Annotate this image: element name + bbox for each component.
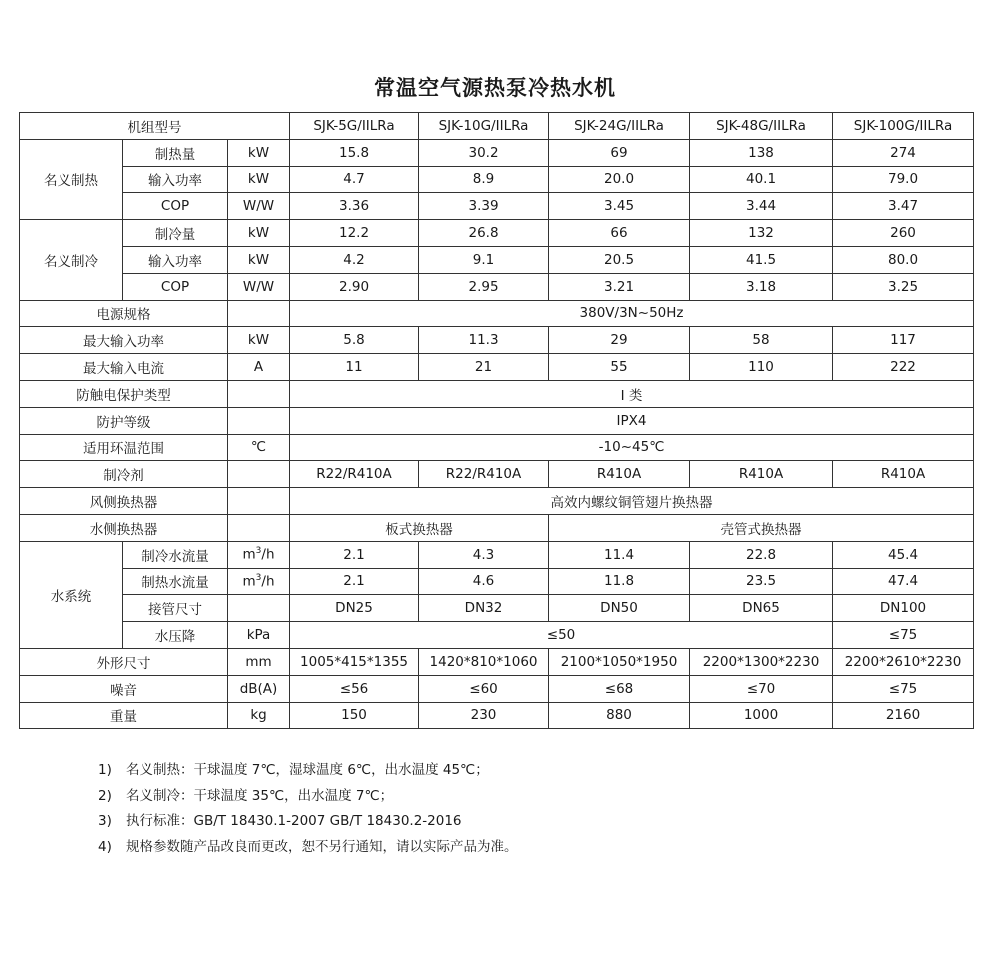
- model-header-label: 机组型号: [20, 113, 290, 140]
- note-number: 4): [98, 838, 112, 855]
- row-label: 风侧换热器: [20, 488, 228, 515]
- cell-value: 41.5: [690, 246, 833, 273]
- row-unit: kg: [228, 702, 290, 729]
- row-label: 接管尺寸: [123, 595, 228, 622]
- cell-value: 222: [833, 354, 974, 381]
- table-row: [20, 541, 974, 568]
- row-label: 制冷水流量: [123, 541, 228, 568]
- cell-value: 4.7: [290, 166, 419, 193]
- cell-value: 23.5: [690, 568, 833, 595]
- note-text: 名义制冷：干球温度 35℃，出水温度 7℃；: [126, 787, 394, 804]
- cell-value: I 类: [290, 380, 974, 407]
- row-label: 电源规格: [20, 300, 228, 327]
- row-unit: [228, 300, 290, 327]
- note-item: [98, 809, 518, 835]
- table-row: [20, 702, 974, 729]
- cell-value: 26.8: [419, 220, 549, 247]
- page-title: 常温空气源热泵冷热水机: [374, 76, 616, 100]
- table-row: [20, 407, 974, 434]
- model-name: SJK-100G/IILRa: [833, 113, 974, 140]
- row-unit: kPa: [228, 622, 290, 649]
- row-unit: [228, 568, 290, 595]
- table-row: [20, 595, 974, 622]
- cell-value: 30.2: [419, 139, 549, 166]
- row-label: 防触电保护类型: [20, 380, 228, 407]
- model-name: SJK-5G/IILRa: [290, 113, 419, 140]
- cell-value: 274: [833, 139, 974, 166]
- table-row: [20, 354, 974, 381]
- note-number: 3): [98, 813, 112, 829]
- table-row: [20, 193, 974, 220]
- cell-value: 47.4: [833, 568, 974, 595]
- cell-value: 22.8: [690, 541, 833, 568]
- cell-value: R410A: [833, 461, 974, 488]
- cell-value: R410A: [690, 461, 833, 488]
- cell-value: ≤68: [549, 675, 690, 702]
- cell-value: 11.3: [419, 327, 549, 354]
- unit-superscript: 3: [255, 573, 262, 584]
- row-label: 输入功率: [123, 246, 228, 273]
- cell-value: R22/R410A: [419, 461, 549, 488]
- unit-base: m: [242, 546, 256, 563]
- row-unit: [228, 461, 290, 488]
- cell-value: 380V/3N~50Hz: [290, 300, 974, 327]
- cell-value: 4.2: [290, 246, 419, 273]
- cell-value: DN25: [290, 595, 419, 622]
- cell-value: 1005*415*1355: [290, 648, 419, 675]
- cell-value: -10~45℃: [290, 434, 974, 461]
- cell-value: 3.25: [833, 273, 974, 300]
- table-row: [20, 675, 974, 702]
- cell-value: 3.36: [290, 193, 419, 220]
- table-row: [20, 622, 974, 649]
- cell-value: 132: [690, 220, 833, 247]
- cell-value: 260: [833, 220, 974, 247]
- row-unit: [228, 488, 290, 515]
- unit-tail: /h: [261, 546, 275, 563]
- cell-value: 8.9: [419, 166, 549, 193]
- cell-value: 20.5: [549, 246, 690, 273]
- row-label: 噪音: [20, 675, 228, 702]
- cell-value: 1000: [690, 702, 833, 729]
- cell-value: 11.4: [549, 541, 690, 568]
- cell-value: 2100*1050*1950: [549, 648, 690, 675]
- table-row: [20, 220, 974, 247]
- note-item: [98, 784, 518, 810]
- cell-value: DN50: [549, 595, 690, 622]
- row-label: 制冷量: [123, 220, 228, 247]
- row-unit: kW: [228, 327, 290, 354]
- cell-value: 2160: [833, 702, 974, 729]
- table-row: [20, 568, 974, 595]
- row-unit: kW: [228, 139, 290, 166]
- note-item: [98, 835, 518, 861]
- cell-value: 15.8: [290, 139, 419, 166]
- cell-value: 壳管式换热器: [549, 514, 974, 541]
- cell-value: 5.8: [290, 327, 419, 354]
- cell-value: DN32: [419, 595, 549, 622]
- cooling-group-label: 名义制冷: [20, 220, 123, 300]
- model-name: SJK-48G/IILRa: [690, 113, 833, 140]
- cell-value: 4.3: [419, 541, 549, 568]
- cell-value: 20.0: [549, 166, 690, 193]
- table-row: [20, 166, 974, 193]
- cell-value: 11.8: [549, 568, 690, 595]
- cell-value: 117: [833, 327, 974, 354]
- spec-table: [19, 112, 974, 729]
- row-unit: A: [228, 354, 290, 381]
- cell-value: 9.1: [419, 246, 549, 273]
- row-label: 水压降: [123, 622, 228, 649]
- row-label: 水侧换热器: [20, 514, 228, 541]
- water-system-group-label: 水系统: [20, 541, 123, 648]
- cell-value: 11: [290, 354, 419, 381]
- cell-value: 45.4: [833, 541, 974, 568]
- cell-value: 3.47: [833, 193, 974, 220]
- unit-superscript: 3: [255, 546, 262, 557]
- cell-value: 3.21: [549, 273, 690, 300]
- row-label: 制热量: [123, 139, 228, 166]
- cell-value: 21: [419, 354, 549, 381]
- cell-value: IPX4: [290, 407, 974, 434]
- cell-value: 3.39: [419, 193, 549, 220]
- cell-value: 150: [290, 702, 419, 729]
- cell-value: 板式换热器: [290, 514, 549, 541]
- cell-value: 69: [549, 139, 690, 166]
- note-text: 名义制热：干球温度 7℃，湿球温度 6℃，出水温度 45℃；: [126, 762, 489, 778]
- row-unit: [228, 595, 290, 622]
- row-label: 制热水流量: [123, 568, 228, 595]
- cell-value: 55: [549, 354, 690, 381]
- note-number: 1): [98, 762, 112, 778]
- row-unit: [228, 380, 290, 407]
- cell-value: 138: [690, 139, 833, 166]
- cell-value: ≤70: [690, 675, 833, 702]
- row-label: 防护等级: [20, 407, 228, 434]
- note-item: [98, 758, 518, 784]
- row-unit: W/W: [228, 193, 290, 220]
- table-row: [20, 514, 974, 541]
- table-row: [20, 327, 974, 354]
- row-label: 最大输入电流: [20, 354, 228, 381]
- cell-value: R410A: [549, 461, 690, 488]
- cell-value: 12.2: [290, 220, 419, 247]
- row-unit: W/W: [228, 273, 290, 300]
- cell-value: 66: [549, 220, 690, 247]
- row-unit: [228, 541, 290, 568]
- cell-value: 880: [549, 702, 690, 729]
- row-unit: kW: [228, 220, 290, 247]
- heating-group-label: 名义制热: [20, 139, 123, 219]
- row-label: COP: [123, 193, 228, 220]
- model-name: SJK-10G/IILRa: [419, 113, 549, 140]
- cell-value: 2.90: [290, 273, 419, 300]
- note-text: 规格参数随产品改良而更改，恕不另行通知，请以实际产品为准。: [126, 838, 518, 855]
- row-label: COP: [123, 273, 228, 300]
- row-unit: ℃: [228, 434, 290, 461]
- cell-value: 高效内螺纹铜管翅片换热器: [290, 488, 974, 515]
- row-unit: dB(A): [228, 675, 290, 702]
- table-row: [20, 139, 974, 166]
- cell-value: 40.1: [690, 166, 833, 193]
- table-row: [20, 273, 974, 300]
- cell-value: 230: [419, 702, 549, 729]
- cell-value: 1420*810*1060: [419, 648, 549, 675]
- cell-value: ≤75: [833, 622, 974, 649]
- cell-value: 2200*1300*2230: [690, 648, 833, 675]
- cell-value: 2.1: [290, 568, 419, 595]
- table-row: [20, 434, 974, 461]
- cell-value: ≤60: [419, 675, 549, 702]
- cell-value: 3.18: [690, 273, 833, 300]
- row-label: 制冷剂: [20, 461, 228, 488]
- row-label: 最大输入功率: [20, 327, 228, 354]
- cell-value: 2200*2610*2230: [833, 648, 974, 675]
- table-row: [20, 461, 974, 488]
- notes-list: [98, 758, 518, 860]
- table-row: [20, 300, 974, 327]
- cell-value: ≤75: [833, 675, 974, 702]
- cell-value: 4.6: [419, 568, 549, 595]
- row-unit: [228, 407, 290, 434]
- cell-value: 3.45: [549, 193, 690, 220]
- cell-value: 79.0: [833, 166, 974, 193]
- note-number: 2): [98, 787, 112, 804]
- note-text: 执行标准：GB/T 18430.1-2007 GB/T 18430.2-2016: [126, 813, 462, 829]
- table-row: [20, 246, 974, 273]
- cell-value: 3.44: [690, 193, 833, 220]
- table-row: [20, 488, 974, 515]
- unit-base: m: [242, 573, 256, 590]
- cell-value: 110: [690, 354, 833, 381]
- cell-value: R22/R410A: [290, 461, 419, 488]
- table-row: [20, 648, 974, 675]
- cell-value: 29: [549, 327, 690, 354]
- cell-value: 2.95: [419, 273, 549, 300]
- row-unit: kW: [228, 166, 290, 193]
- cell-value: 80.0: [833, 246, 974, 273]
- table-row: [20, 113, 974, 140]
- table-row: [20, 380, 974, 407]
- row-label: 重量: [20, 702, 228, 729]
- row-unit: mm: [228, 648, 290, 675]
- model-name: SJK-24G/IILRa: [549, 113, 690, 140]
- cell-value: ≤56: [290, 675, 419, 702]
- row-unit: [228, 514, 290, 541]
- cell-value: DN100: [833, 595, 974, 622]
- row-label: 适用环温范围: [20, 434, 228, 461]
- unit-tail: /h: [261, 573, 275, 590]
- cell-value: 58: [690, 327, 833, 354]
- cell-value: DN65: [690, 595, 833, 622]
- row-label: 外形尺寸: [20, 648, 228, 675]
- row-label: 输入功率: [123, 166, 228, 193]
- cell-value: 2.1: [290, 541, 419, 568]
- cell-value: ≤50: [290, 622, 833, 649]
- row-unit: kW: [228, 246, 290, 273]
